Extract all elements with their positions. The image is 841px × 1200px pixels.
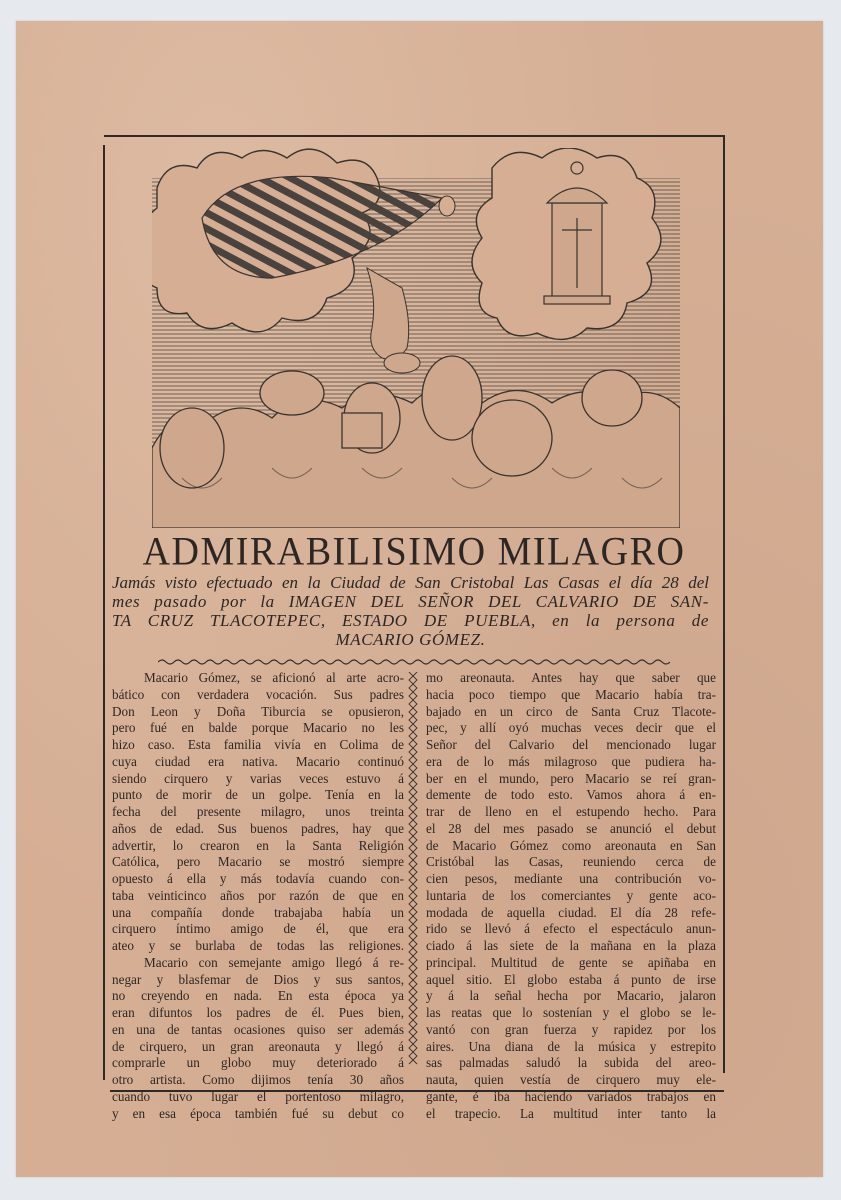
text-line: cirquero íntimo amigo de él, que era: [112, 921, 404, 937]
text-line: fecha del presente milagro, unos treinta: [112, 804, 404, 819]
balloon-miracle-engraving-icon: [152, 148, 680, 528]
text-line: otro artista. Como dijimos tenía 30 años: [112, 1072, 404, 1087]
text-line: ateo y se burlaba de todas las religiones.: [112, 938, 404, 953]
text-line: las reatas que lo sostenían y el globo se le-: [426, 1005, 716, 1020]
text-line: bático con verdadera vocación. Sus padres: [112, 686, 404, 702]
text-line: Macario con semejante amigo llegó á re-: [144, 954, 404, 970]
text-line: de Macario Gómez como areonauta en San: [426, 837, 716, 853]
text-line: modada de aquella ciudad. El día 28 refe-: [426, 904, 716, 920]
text-line: Católica, pero Macario se mostró siempre: [112, 854, 404, 870]
text-line: cuya ciudad era nativa. Macario continuó: [112, 753, 404, 769]
text-line: comprarle un globo muy deteriorado á: [112, 1055, 404, 1071]
text-line: Don Leon y Doña Tiburcia se opusieron,: [112, 703, 404, 719]
text-line: taba veinticinco años por razón de que en: [112, 887, 404, 903]
text-line: nauta, quien vestía de cirquero muy ele-: [426, 1072, 716, 1087]
text-line: negar y blasfemar de Dios y sus santos,: [112, 971, 404, 987]
text-line: opuesto á ella y más todavía cuando con-: [112, 871, 404, 886]
text-line: era de lo más milagroso que pudiera ha-: [426, 753, 716, 769]
text-line: trar de lleno en el estupendo hecho. Para: [426, 804, 716, 819]
text-line: pero fué en balde porque Macario no les: [112, 720, 404, 736]
woodcut-illustration: [152, 148, 680, 528]
text-line: ciado á las siete de la mañana en la plaza: [426, 938, 716, 953]
text-line: advertir, lo crearon en la Santa Religión: [112, 837, 404, 853]
text-line: Cristóbal las Casas, reuniendo cerca de: [426, 854, 716, 870]
text-line: cuando tuvo lugar el portentoso milagro,: [112, 1088, 404, 1104]
subtitle-line: MACARIO GÓMEZ.: [335, 630, 486, 649]
frame-rule-right: [723, 135, 725, 1073]
text-line: principal. Multitud de gente se apiñaba en: [426, 954, 716, 970]
text-line: pec, y allí oyó muchas veces decir que el: [426, 720, 716, 736]
text-line: y en esa época también fué su debut co: [112, 1105, 404, 1121]
subtitle-line: TA CRUZ TLACOTEPEC, ESTADO DE PUEBLA, en la persona de: [112, 611, 709, 630]
text-line: no creyendo en nada. En esta época ya: [112, 988, 404, 1004]
text-line: rido se llevó á efecto el espectáculo anun-: [426, 921, 716, 937]
text-line: en una de tantas ocasiones quiso ser además: [112, 1021, 404, 1037]
text-line: el 28 del mes pasado se anunció el debut: [426, 820, 716, 836]
text-line: hizo caso. Esta familia vivía en Colima de: [112, 737, 404, 752]
article-column-right: [426, 670, 716, 1122]
subtitle-line: Jamás visto efectuado en la Ciudad de San Cristobal Las Casas el día 28 del: [112, 573, 709, 592]
text-line: y á la señal hecha por Macario, jalaron: [426, 988, 716, 1004]
text-line: Macario Gómez, se aficionó al arte acro-: [144, 670, 404, 685]
text-line: cien pesos, mediante una contribución vo-: [426, 871, 716, 886]
text-line: gante, é iba haciendo variados trabajos en: [426, 1088, 716, 1104]
text-line: Señor del Calvario del mencionado lugar: [426, 737, 716, 752]
text-line: vantó con gran fuerza y rapidez por los: [426, 1021, 716, 1037]
frame-rule-left: [103, 145, 105, 1080]
text-line: aires. Una diana de la música y estrepito: [426, 1038, 716, 1054]
text-line: luntaria de los comerciantes y gente aco-: [426, 887, 716, 903]
text-line: demente de todo esto. Vamos ahora á en-: [426, 787, 716, 803]
subtitle-line: mes pasado por la IMAGEN DEL SEÑOR DEL CALVARIO DE SAN-: [112, 592, 709, 611]
text-line: aquel sitio. El globo estaba á punto de irse: [426, 971, 716, 987]
text-line: una compañía donde trabajaba había un: [112, 904, 404, 920]
wavy-rule-ornament: [158, 658, 670, 666]
text-line: el trapecio. La multitud inter tanto la: [426, 1105, 716, 1121]
text-line: bajado en un circo de Santa Cruz Tlacote-: [426, 703, 716, 719]
text-line: sas palmadas saludó la subida del areo-: [426, 1055, 716, 1071]
text-line: años de edad. Sus buenos padres, hay que: [112, 820, 404, 836]
text-line: eran difuntos los padres de él. Pues bien,: [112, 1005, 404, 1020]
text-line: hacia poco tiempo que Macario había tra-: [426, 686, 716, 702]
article-column-left: [112, 670, 404, 1122]
headline: ADMIRABILISIMO MILAGRO: [142, 529, 686, 575]
text-line: punto de morir de un golpe. Tenía en la: [112, 787, 404, 803]
column-divider-ornament: [408, 672, 418, 1066]
text-line: ber en el mundo, pero Macario se reí gran-: [426, 770, 716, 786]
text-line: de cirquero, un gran areonauta y llegó á: [112, 1038, 404, 1054]
frame-rule-top: [104, 135, 724, 137]
text-line: mo areonauta. Antes hay que saber que: [426, 670, 716, 685]
text-line: siendo cirquero y varias veces estuvo á: [112, 770, 404, 786]
subtitle: [112, 573, 709, 649]
